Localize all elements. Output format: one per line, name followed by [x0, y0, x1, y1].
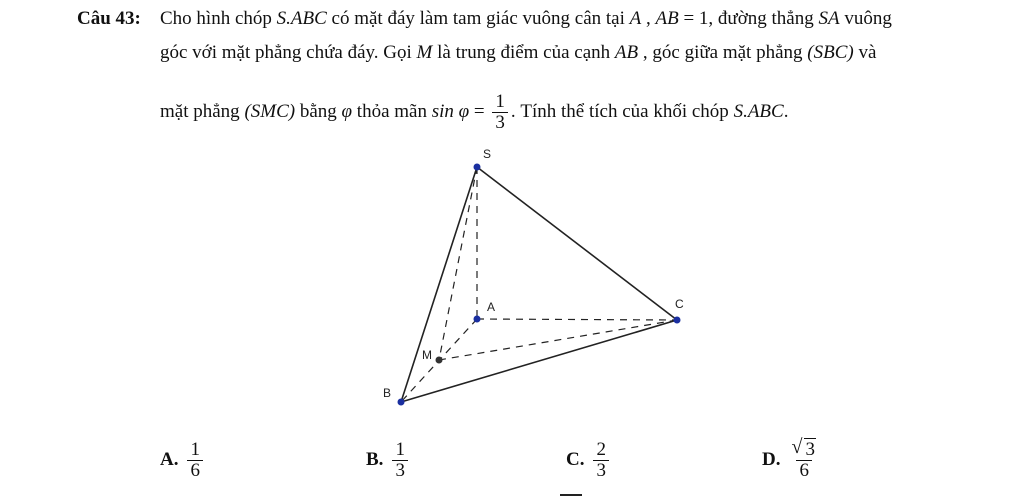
text: = 1, đường thẳng — [678, 8, 819, 29]
pyramid-figure — [340, 140, 695, 430]
label-m: M — [422, 348, 432, 362]
question-line-2 — [160, 42, 876, 64]
question-number: Câu 43: — [77, 8, 141, 29]
denominator: 3 — [593, 460, 609, 481]
denominator: 3 — [392, 460, 408, 481]
edge-sc — [477, 167, 677, 320]
fraction — [492, 92, 508, 133]
answer-fraction — [187, 440, 203, 481]
numerator — [789, 440, 819, 460]
answer-fraction — [392, 440, 408, 481]
math-text: M — [416, 42, 433, 63]
question-line-1 — [160, 8, 892, 30]
math-text: S.ABC — [276, 8, 327, 29]
label-c: C — [675, 297, 684, 311]
math-text: S.ABC — [733, 100, 784, 122]
numerator: 1 — [190, 439, 200, 460]
math-text: (SBC) — [807, 42, 854, 63]
answer-a[interactable] — [160, 440, 206, 481]
answer-label: D. — [762, 449, 781, 471]
text: góc với mặt phẳng chứa đáy. Gọi — [160, 42, 417, 63]
math-text: AB — [614, 42, 639, 63]
question-line-3 — [160, 92, 788, 133]
text: là trung điểm của cạnh — [432, 42, 615, 63]
math-text: A — [629, 8, 642, 29]
text: . Tính thể tích của khối chóp — [510, 100, 734, 122]
numerator: 1 — [495, 91, 505, 112]
segment-mc — [439, 320, 677, 360]
point-c — [674, 317, 681, 324]
denominator: 6 — [796, 460, 812, 481]
sqrt-symbol — [792, 439, 816, 460]
answer-d[interactable] — [762, 440, 822, 481]
math-text: AB — [655, 8, 679, 29]
answer-fraction — [593, 440, 609, 481]
text: có mặt đáy làm tam giác vuông cân tại — [326, 8, 630, 29]
numerator: 1 — [395, 439, 405, 460]
text: và — [853, 42, 877, 63]
answer-c[interactable] — [566, 440, 612, 481]
edge-sb — [401, 167, 477, 402]
text: , góc giữa mặt phẳng — [638, 42, 808, 63]
numerator: 2 — [596, 439, 606, 460]
text: . — [783, 100, 789, 122]
math-text: (SMC) — [244, 100, 296, 122]
edge-ac — [477, 319, 677, 320]
answer-b[interactable] — [366, 440, 411, 481]
denominator: 3 — [492, 112, 508, 133]
text: thỏa mãn — [352, 100, 432, 122]
text: Cho hình chóp — [160, 8, 277, 29]
point-s — [474, 164, 481, 171]
answer-fraction — [789, 440, 819, 481]
answer-label: A. — [160, 449, 179, 471]
text: mặt phẳng — [160, 100, 245, 122]
denominator: 6 — [187, 460, 203, 481]
answer-label: C. — [566, 449, 585, 471]
point-a — [474, 316, 481, 323]
answer-label: B. — [366, 449, 384, 471]
label-s: S — [483, 147, 492, 161]
text: vuông — [839, 8, 892, 29]
point-b — [398, 399, 405, 406]
segment-sm — [439, 167, 477, 360]
math-text: sin φ — [431, 100, 470, 122]
text: bằng — [295, 100, 342, 122]
text: , — [641, 8, 656, 29]
math-text: φ — [341, 100, 353, 122]
point-m — [436, 357, 443, 364]
label-b: B — [383, 386, 392, 400]
edge-bc — [401, 320, 677, 402]
text: = — [469, 100, 490, 122]
cut-off-symbol — [560, 494, 582, 496]
math-text: SA — [818, 8, 840, 29]
radicand: 3 — [805, 439, 815, 460]
label-a: A — [487, 300, 496, 314]
